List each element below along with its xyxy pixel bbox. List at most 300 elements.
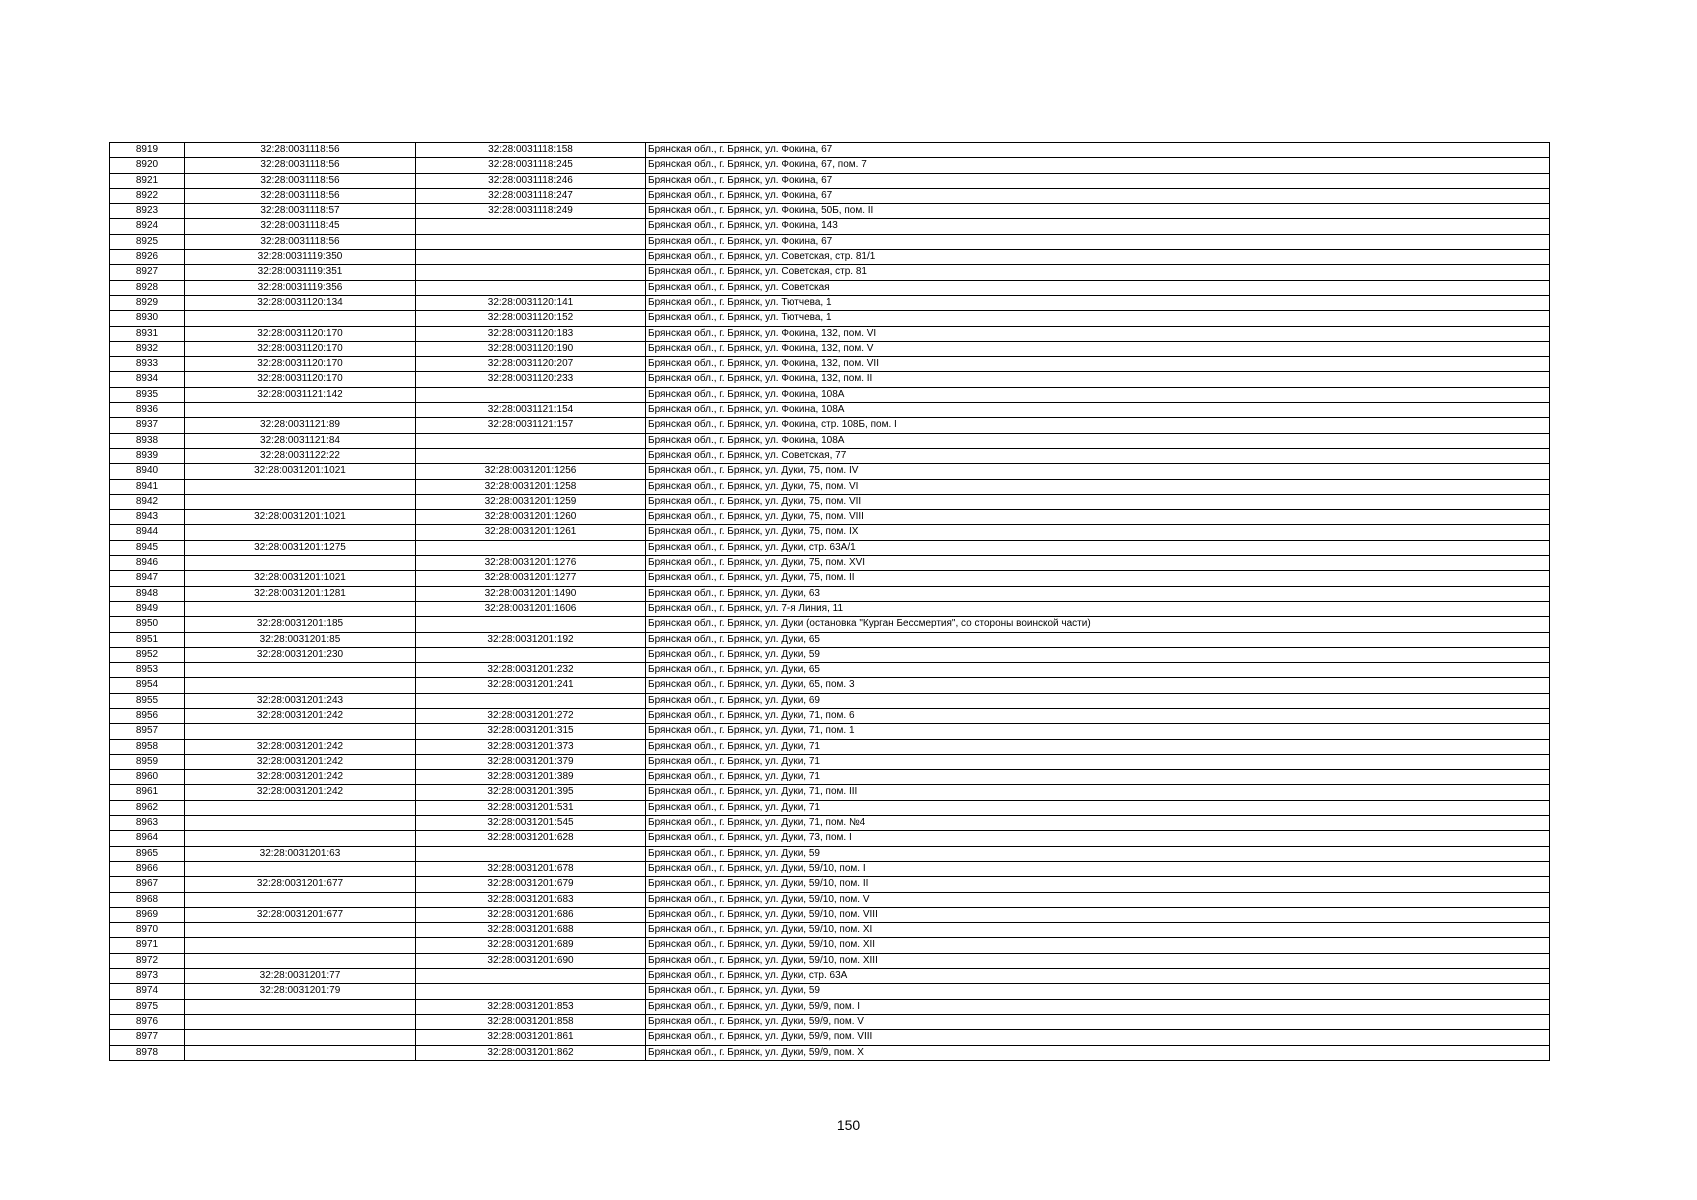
object-cadastral-number-cell: 32:28:0031120:233 — [416, 372, 646, 387]
cadastral-number-cell: 32:28:0031118:56 — [185, 143, 416, 158]
row-number-cell: 8931 — [110, 326, 185, 341]
object-cadastral-number-cell: 32:28:0031201:1260 — [416, 510, 646, 525]
table-row — [110, 357, 1550, 372]
row-number-cell: 8978 — [110, 1045, 185, 1060]
cadastral-number-cell — [185, 525, 416, 540]
address-cell: Брянская обл., г. Брянск, ул. Фокина, 132, пом. II — [646, 372, 1550, 387]
address-cell: Брянская обл., г. Брянск, ул. Дуки, 59 — [646, 647, 1550, 662]
table-row — [110, 754, 1550, 769]
table-row — [110, 647, 1550, 662]
object-cadastral-number-cell: 32:28:0031118:249 — [416, 204, 646, 219]
object-cadastral-number-cell: 32:28:0031120:141 — [416, 295, 646, 310]
table-row — [110, 418, 1550, 433]
object-cadastral-number-cell: 32:28:0031121:157 — [416, 418, 646, 433]
table-row — [110, 540, 1550, 555]
row-number-cell: 8932 — [110, 341, 185, 356]
cadastral-number-cell: 32:28:0031118:56 — [185, 188, 416, 203]
object-cadastral-number-cell: 32:28:0031120:152 — [416, 311, 646, 326]
table-row — [110, 479, 1550, 494]
row-number-cell: 8928 — [110, 280, 185, 295]
object-cadastral-number-cell — [416, 234, 646, 249]
row-number-cell: 8955 — [110, 693, 185, 708]
table-row — [110, 617, 1550, 632]
table-row — [110, 724, 1550, 739]
object-cadastral-number-cell: 32:28:0031201:192 — [416, 632, 646, 647]
row-number-cell: 8921 — [110, 173, 185, 188]
row-number-cell: 8977 — [110, 1030, 185, 1045]
table-row — [110, 678, 1550, 693]
row-number-cell: 8929 — [110, 295, 185, 310]
object-cadastral-number-cell: 32:28:0031201:272 — [416, 708, 646, 723]
cadastral-number-cell: 32:28:0031120:134 — [185, 295, 416, 310]
object-cadastral-number-cell: 32:28:0031201:232 — [416, 663, 646, 678]
cadastral-number-cell — [185, 678, 416, 693]
object-cadastral-number-cell: 32:28:0031201:686 — [416, 907, 646, 922]
table-row — [110, 816, 1550, 831]
cadastral-number-cell: 32:28:0031201:242 — [185, 739, 416, 754]
cadastral-number-cell: 32:28:0031201:242 — [185, 754, 416, 769]
object-cadastral-number-cell: 32:28:0031201:1256 — [416, 464, 646, 479]
object-cadastral-number-cell: 32:28:0031201:1277 — [416, 571, 646, 586]
table-row — [110, 969, 1550, 984]
address-cell: Брянская обл., г. Брянск, ул. Дуки (остановка "Курган Бессмертия", со стороны воинской части) — [646, 617, 1550, 632]
row-number-cell: 8939 — [110, 448, 185, 463]
cadastral-number-cell: 32:28:0031201:677 — [185, 907, 416, 922]
row-number-cell: 8976 — [110, 1014, 185, 1029]
table-row — [110, 1014, 1550, 1029]
address-cell: Брянская обл., г. Брянск, ул. Фокина, 108А — [646, 433, 1550, 448]
cadastral-number-cell: 32:28:0031201:79 — [185, 984, 416, 999]
cadastral-number-cell: 32:28:0031201:1275 — [185, 540, 416, 555]
row-number-cell: 8947 — [110, 571, 185, 586]
cadastral-number-cell: 32:28:0031201:230 — [185, 647, 416, 662]
row-number-cell: 8960 — [110, 770, 185, 785]
table-row — [110, 525, 1550, 540]
row-number-cell: 8949 — [110, 601, 185, 616]
object-cadastral-number-cell: 32:28:0031118:158 — [416, 143, 646, 158]
table-row — [110, 800, 1550, 815]
object-cadastral-number-cell: 32:28:0031201:628 — [416, 831, 646, 846]
object-cadastral-number-cell — [416, 693, 646, 708]
cadastral-number-cell: 32:28:0031201:1021 — [185, 571, 416, 586]
row-number-cell: 8930 — [110, 311, 185, 326]
row-number-cell: 8943 — [110, 510, 185, 525]
table-row — [110, 556, 1550, 571]
object-cadastral-number-cell: 32:28:0031118:246 — [416, 173, 646, 188]
page-number: 150 — [836, 1117, 861, 1133]
cadastral-number-cell: 32:28:0031201:85 — [185, 632, 416, 647]
cadastral-number-cell: 32:28:0031201:1281 — [185, 586, 416, 601]
table-row — [110, 173, 1550, 188]
address-cell: Брянская обл., г. Брянск, ул. Дуки, 71 — [646, 800, 1550, 815]
cadastral-number-cell: 32:28:0031121:84 — [185, 433, 416, 448]
row-number-cell: 8958 — [110, 739, 185, 754]
object-cadastral-number-cell — [416, 969, 646, 984]
cadastral-number-cell — [185, 494, 416, 509]
row-number-cell: 8959 — [110, 754, 185, 769]
address-cell: Брянская обл., г. Брянск, ул. Фокина, стр. 108Б, пом. I — [646, 418, 1550, 433]
table-row — [110, 831, 1550, 846]
table-row — [110, 739, 1550, 754]
row-number-cell: 8953 — [110, 663, 185, 678]
table-row — [110, 295, 1550, 310]
object-cadastral-number-cell: 32:28:0031201:1259 — [416, 494, 646, 509]
table-row — [110, 923, 1550, 938]
object-cadastral-number-cell: 32:28:0031201:1261 — [416, 525, 646, 540]
table-row — [110, 770, 1550, 785]
table-row — [110, 234, 1550, 249]
cadastral-number-cell: 32:28:0031121:142 — [185, 387, 416, 402]
table-row — [110, 571, 1550, 586]
row-number-cell: 8961 — [110, 785, 185, 800]
cadastral-number-cell: 32:28:0031118:56 — [185, 158, 416, 173]
cadastral-number-cell: 32:28:0031201:77 — [185, 969, 416, 984]
address-cell: Брянская обл., г. Брянск, ул. Дуки, 59/10, пом. I — [646, 861, 1550, 876]
row-number-cell: 8937 — [110, 418, 185, 433]
object-cadastral-number-cell — [416, 448, 646, 463]
table-row — [110, 861, 1550, 876]
row-number-cell: 8966 — [110, 861, 185, 876]
table-row — [110, 250, 1550, 265]
address-cell: Брянская обл., г. Брянск, ул. Дуки, 71 — [646, 754, 1550, 769]
object-cadastral-number-cell: 32:28:0031201:1490 — [416, 586, 646, 601]
table-row — [110, 448, 1550, 463]
address-cell: Брянская обл., г. Брянск, ул. Советская — [646, 280, 1550, 295]
object-cadastral-number-cell: 32:28:0031120:190 — [416, 341, 646, 356]
row-number-cell: 8938 — [110, 433, 185, 448]
address-cell: Брянская обл., г. Брянск, ул. Советская, стр. 81 — [646, 265, 1550, 280]
cadastral-number-cell — [185, 953, 416, 968]
cadastral-number-cell: 32:28:0031120:170 — [185, 372, 416, 387]
row-number-cell: 8954 — [110, 678, 185, 693]
table-row — [110, 311, 1550, 326]
address-cell: Брянская обл., г. Брянск, ул. Фокина, 132, пом. VI — [646, 326, 1550, 341]
address-cell: Брянская обл., г. Брянск, ул. Дуки, 63 — [646, 586, 1550, 601]
table-row — [110, 1030, 1550, 1045]
address-cell: Брянская обл., г. Брянск, ул. Дуки, 59/10, пом. V — [646, 892, 1550, 907]
object-cadastral-number-cell — [416, 387, 646, 402]
address-cell: Брянская обл., г. Брянск, ул. Дуки, 71 — [646, 770, 1550, 785]
row-number-cell: 8975 — [110, 999, 185, 1014]
row-number-cell: 8934 — [110, 372, 185, 387]
table-row — [110, 188, 1550, 203]
address-cell: Брянская обл., г. Брянск, ул. Дуки, 59/10, пом. XI — [646, 923, 1550, 938]
cadastral-number-cell — [185, 892, 416, 907]
cadastral-number-cell: 32:28:0031201:243 — [185, 693, 416, 708]
object-cadastral-number-cell: 32:28:0031118:247 — [416, 188, 646, 203]
cadastral-number-cell: 32:28:0031119:351 — [185, 265, 416, 280]
address-cell: Брянская обл., г. Брянск, ул. Дуки, 59 — [646, 984, 1550, 999]
table-row — [110, 846, 1550, 861]
cadastral-number-cell — [185, 479, 416, 494]
table-row — [110, 387, 1550, 402]
table-row — [110, 158, 1550, 173]
table-row — [110, 372, 1550, 387]
object-cadastral-number-cell — [416, 280, 646, 295]
cadastral-number-cell: 32:28:0031118:45 — [185, 219, 416, 234]
cadastral-number-cell — [185, 1014, 416, 1029]
object-cadastral-number-cell: 32:28:0031201:531 — [416, 800, 646, 815]
object-cadastral-number-cell: 32:28:0031201:373 — [416, 739, 646, 754]
address-cell: Брянская обл., г. Брянск, ул. Фокина, 108А — [646, 387, 1550, 402]
row-number-cell: 8925 — [110, 234, 185, 249]
row-number-cell: 8919 — [110, 143, 185, 158]
table-row — [110, 785, 1550, 800]
object-cadastral-number-cell — [416, 433, 646, 448]
cadastral-number-cell — [185, 663, 416, 678]
cadastral-number-cell — [185, 800, 416, 815]
address-cell: Брянская обл., г. Брянск, ул. Дуки, 59/9, пом. X — [646, 1045, 1550, 1060]
address-cell: Брянская обл., г. Брянск, ул. Дуки, 73, пом. I — [646, 831, 1550, 846]
object-cadastral-number-cell: 32:28:0031120:183 — [416, 326, 646, 341]
object-cadastral-number-cell: 32:28:0031201:389 — [416, 770, 646, 785]
cadastral-number-cell — [185, 999, 416, 1014]
table-row — [110, 953, 1550, 968]
address-cell: Брянская обл., г. Брянск, ул. Дуки, 71, пом. 6 — [646, 708, 1550, 723]
address-cell: Брянская обл., г. Брянск, ул. Дуки, 75, пом. XVI — [646, 556, 1550, 571]
row-number-cell: 8950 — [110, 617, 185, 632]
row-number-cell: 8946 — [110, 556, 185, 571]
row-number-cell: 8970 — [110, 923, 185, 938]
address-cell: Брянская обл., г. Брянск, ул. Дуки, 71, пом. III — [646, 785, 1550, 800]
row-number-cell: 8967 — [110, 877, 185, 892]
row-number-cell: 8945 — [110, 540, 185, 555]
row-number-cell: 8957 — [110, 724, 185, 739]
address-cell: Брянская обл., г. Брянск, ул. Фокина, 67 — [646, 234, 1550, 249]
object-cadastral-number-cell: 32:28:0031121:154 — [416, 403, 646, 418]
address-cell: Брянская обл., г. Брянск, ул. Дуки, 71, пом. №4 — [646, 816, 1550, 831]
address-cell: Брянская обл., г. Брянск, ул. Тютчева, 1 — [646, 311, 1550, 326]
cadastral-number-cell: 32:28:0031201:242 — [185, 708, 416, 723]
cadastral-number-cell — [185, 403, 416, 418]
cadastral-number-cell — [185, 831, 416, 846]
object-cadastral-number-cell: 32:28:0031201:688 — [416, 923, 646, 938]
object-cadastral-number-cell: 32:28:0031201:678 — [416, 861, 646, 876]
table-row — [110, 586, 1550, 601]
table-row — [110, 1045, 1550, 1060]
row-number-cell: 8940 — [110, 464, 185, 479]
row-number-cell: 8972 — [110, 953, 185, 968]
registry-table — [109, 142, 1550, 1061]
object-cadastral-number-cell: 32:28:0031201:861 — [416, 1030, 646, 1045]
cadastral-number-cell: 32:28:0031120:170 — [185, 341, 416, 356]
address-cell: Брянская обл., г. Брянск, ул. Дуки, стр. 63А — [646, 969, 1550, 984]
address-cell: Брянская обл., г. Брянск, ул. Дуки, 59/10, пом. XIII — [646, 953, 1550, 968]
cadastral-number-cell: 32:28:0031118:56 — [185, 234, 416, 249]
address-cell: Брянская обл., г. Брянск, ул. Фокина, 132, пом. V — [646, 341, 1550, 356]
table-row — [110, 143, 1550, 158]
table-row — [110, 341, 1550, 356]
address-cell: Брянская обл., г. Брянск, ул. Фокина, 67 — [646, 173, 1550, 188]
cadastral-number-cell: 32:28:0031122:22 — [185, 448, 416, 463]
cadastral-number-cell: 32:28:0031201:1021 — [185, 464, 416, 479]
row-number-cell: 8963 — [110, 816, 185, 831]
object-cadastral-number-cell: 32:28:0031201:315 — [416, 724, 646, 739]
table-row — [110, 663, 1550, 678]
table-row — [110, 984, 1550, 999]
cadastral-number-cell: 32:28:0031120:170 — [185, 357, 416, 372]
address-cell: Брянская обл., г. Брянск, ул. Дуки, 59 — [646, 846, 1550, 861]
row-number-cell: 8923 — [110, 204, 185, 219]
table-row — [110, 326, 1550, 341]
address-cell: Брянская обл., г. Брянск, ул. Фокина, 132, пом. VII — [646, 357, 1550, 372]
row-number-cell: 8926 — [110, 250, 185, 265]
row-number-cell: 8969 — [110, 907, 185, 922]
cadastral-number-cell — [185, 724, 416, 739]
cadastral-number-cell: 32:28:0031118:57 — [185, 204, 416, 219]
cadastral-number-cell: 32:28:0031201:185 — [185, 617, 416, 632]
address-cell: Брянская обл., г. Брянск, ул. Дуки, 59/9, пом. V — [646, 1014, 1550, 1029]
address-cell: Брянская обл., г. Брянск, ул. Дуки, 59/10, пом. II — [646, 877, 1550, 892]
object-cadastral-number-cell — [416, 617, 646, 632]
row-number-cell: 8944 — [110, 525, 185, 540]
table-row — [110, 693, 1550, 708]
row-number-cell: 8933 — [110, 357, 185, 372]
object-cadastral-number-cell: 32:28:0031201:241 — [416, 678, 646, 693]
row-number-cell: 8973 — [110, 969, 185, 984]
row-number-cell: 8968 — [110, 892, 185, 907]
row-number-cell: 8922 — [110, 188, 185, 203]
table-row — [110, 938, 1550, 953]
address-cell: Брянская обл., г. Брянск, ул. Дуки, 59/10, пом. XII — [646, 938, 1550, 953]
table-row — [110, 907, 1550, 922]
address-cell: Брянская обл., г. Брянск, ул. Тютчева, 1 — [646, 295, 1550, 310]
address-cell: Брянская обл., г. Брянск, ул. Фокина, 67 — [646, 188, 1550, 203]
row-number-cell: 8952 — [110, 647, 185, 662]
object-cadastral-number-cell: 32:28:0031118:245 — [416, 158, 646, 173]
address-cell: Брянская обл., г. Брянск, ул. 7-я Линия, 11 — [646, 601, 1550, 616]
address-cell: Брянская обл., г. Брянск, ул. Дуки, 75, пом. IV — [646, 464, 1550, 479]
address-cell: Брянская обл., г. Брянск, ул. Дуки, 75, пом. IX — [646, 525, 1550, 540]
cadastral-number-cell: 32:28:0031119:356 — [185, 280, 416, 295]
object-cadastral-number-cell: 32:28:0031120:207 — [416, 357, 646, 372]
cadastral-number-cell: 32:28:0031201:63 — [185, 846, 416, 861]
object-cadastral-number-cell: 32:28:0031201:862 — [416, 1045, 646, 1060]
table-row — [110, 464, 1550, 479]
cadastral-number-cell — [185, 556, 416, 571]
address-cell: Брянская обл., г. Брянск, ул. Дуки, 59/9, пом. VIII — [646, 1030, 1550, 1045]
address-cell: Брянская обл., г. Брянск, ул. Фокина, 67, пом. 7 — [646, 158, 1550, 173]
table-row — [110, 403, 1550, 418]
row-number-cell: 8936 — [110, 403, 185, 418]
cadastral-number-cell — [185, 861, 416, 876]
registry-table-body — [110, 143, 1550, 1061]
object-cadastral-number-cell: 32:28:0031201:683 — [416, 892, 646, 907]
cadastral-number-cell: 32:28:0031120:170 — [185, 326, 416, 341]
address-cell: Брянская обл., г. Брянск, ул. Фокина, 143 — [646, 219, 1550, 234]
cadastral-number-cell — [185, 923, 416, 938]
cadastral-number-cell: 32:28:0031201:242 — [185, 770, 416, 785]
table-row — [110, 510, 1550, 525]
row-number-cell: 8971 — [110, 938, 185, 953]
address-cell: Брянская обл., г. Брянск, ул. Дуки, 59/10, пом. VIII — [646, 907, 1550, 922]
object-cadastral-number-cell: 32:28:0031201:395 — [416, 785, 646, 800]
address-cell: Брянская обл., г. Брянск, ул. Дуки, 75, пом. VI — [646, 479, 1550, 494]
table-row — [110, 892, 1550, 907]
object-cadastral-number-cell — [416, 265, 646, 280]
row-number-cell: 8974 — [110, 984, 185, 999]
object-cadastral-number-cell — [416, 647, 646, 662]
table-row — [110, 280, 1550, 295]
table-row — [110, 999, 1550, 1014]
address-cell: Брянская обл., г. Брянск, ул. Дуки, 75, пом. VIII — [646, 510, 1550, 525]
row-number-cell: 8956 — [110, 708, 185, 723]
object-cadastral-number-cell: 32:28:0031201:1276 — [416, 556, 646, 571]
object-cadastral-number-cell: 32:28:0031201:689 — [416, 938, 646, 953]
address-cell: Брянская обл., г. Брянск, ул. Дуки, 65, пом. 3 — [646, 678, 1550, 693]
object-cadastral-number-cell: 32:28:0031201:379 — [416, 754, 646, 769]
cadastral-number-cell: 32:28:0031121:89 — [185, 418, 416, 433]
object-cadastral-number-cell: 32:28:0031201:690 — [416, 953, 646, 968]
object-cadastral-number-cell — [416, 846, 646, 861]
row-number-cell: 8964 — [110, 831, 185, 846]
object-cadastral-number-cell — [416, 984, 646, 999]
row-number-cell: 8941 — [110, 479, 185, 494]
table-row — [110, 494, 1550, 509]
address-cell: Брянская обл., г. Брянск, ул. Советская, 77 — [646, 448, 1550, 463]
object-cadastral-number-cell: 32:28:0031201:853 — [416, 999, 646, 1014]
cadastral-number-cell — [185, 816, 416, 831]
cadastral-number-cell — [185, 311, 416, 326]
cadastral-number-cell: 32:28:0031201:1021 — [185, 510, 416, 525]
table-row — [110, 877, 1550, 892]
cadastral-number-cell: 32:28:0031201:242 — [185, 785, 416, 800]
row-number-cell: 8951 — [110, 632, 185, 647]
address-cell: Брянская обл., г. Брянск, ул. Дуки, 65 — [646, 663, 1550, 678]
object-cadastral-number-cell: 32:28:0031201:545 — [416, 816, 646, 831]
row-number-cell: 8942 — [110, 494, 185, 509]
object-cadastral-number-cell — [416, 219, 646, 234]
table-row — [110, 708, 1550, 723]
address-cell: Брянская обл., г. Брянск, ул. Дуки, 71, пом. 1 — [646, 724, 1550, 739]
cadastral-number-cell: 32:28:0031118:56 — [185, 173, 416, 188]
table-row — [110, 632, 1550, 647]
address-cell: Брянская обл., г. Брянск, ул. Дуки, 59/9, пом. I — [646, 999, 1550, 1014]
row-number-cell: 8927 — [110, 265, 185, 280]
address-cell: Брянская обл., г. Брянск, ул. Советская, стр. 81/1 — [646, 250, 1550, 265]
object-cadastral-number-cell — [416, 540, 646, 555]
object-cadastral-number-cell: 32:28:0031201:1606 — [416, 601, 646, 616]
table-row — [110, 265, 1550, 280]
object-cadastral-number-cell: 32:28:0031201:1258 — [416, 479, 646, 494]
cadastral-number-cell — [185, 601, 416, 616]
table-row — [110, 433, 1550, 448]
address-cell: Брянская обл., г. Брянск, ул. Дуки, 75, пом. II — [646, 571, 1550, 586]
address-cell: Брянская обл., г. Брянск, ул. Дуки, 71 — [646, 739, 1550, 754]
cadastral-number-cell — [185, 938, 416, 953]
address-cell: Брянская обл., г. Брянск, ул. Фокина, 67 — [646, 143, 1550, 158]
table-row — [110, 601, 1550, 616]
address-cell: Брянская обл., г. Брянск, ул. Дуки, стр. 63А/1 — [646, 540, 1550, 555]
cadastral-number-cell: 32:28:0031119:350 — [185, 250, 416, 265]
row-number-cell: 8935 — [110, 387, 185, 402]
object-cadastral-number-cell: 32:28:0031201:858 — [416, 1014, 646, 1029]
cadastral-number-cell — [185, 1030, 416, 1045]
row-number-cell: 8962 — [110, 800, 185, 815]
row-number-cell: 8924 — [110, 219, 185, 234]
address-cell: Брянская обл., г. Брянск, ул. Дуки, 65 — [646, 632, 1550, 647]
table-row — [110, 204, 1550, 219]
address-cell: Брянская обл., г. Брянск, ул. Дуки, 69 — [646, 693, 1550, 708]
address-cell: Брянская обл., г. Брянск, ул. Фокина, 108А — [646, 403, 1550, 418]
cadastral-number-cell — [185, 1045, 416, 1060]
row-number-cell: 8965 — [110, 846, 185, 861]
row-number-cell: 8920 — [110, 158, 185, 173]
address-cell: Брянская обл., г. Брянск, ул. Дуки, 75, пом. VII — [646, 494, 1550, 509]
object-cadastral-number-cell — [416, 250, 646, 265]
address-cell: Брянская обл., г. Брянск, ул. Фокина, 50Б, пом. II — [646, 204, 1550, 219]
cadastral-number-cell: 32:28:0031201:677 — [185, 877, 416, 892]
